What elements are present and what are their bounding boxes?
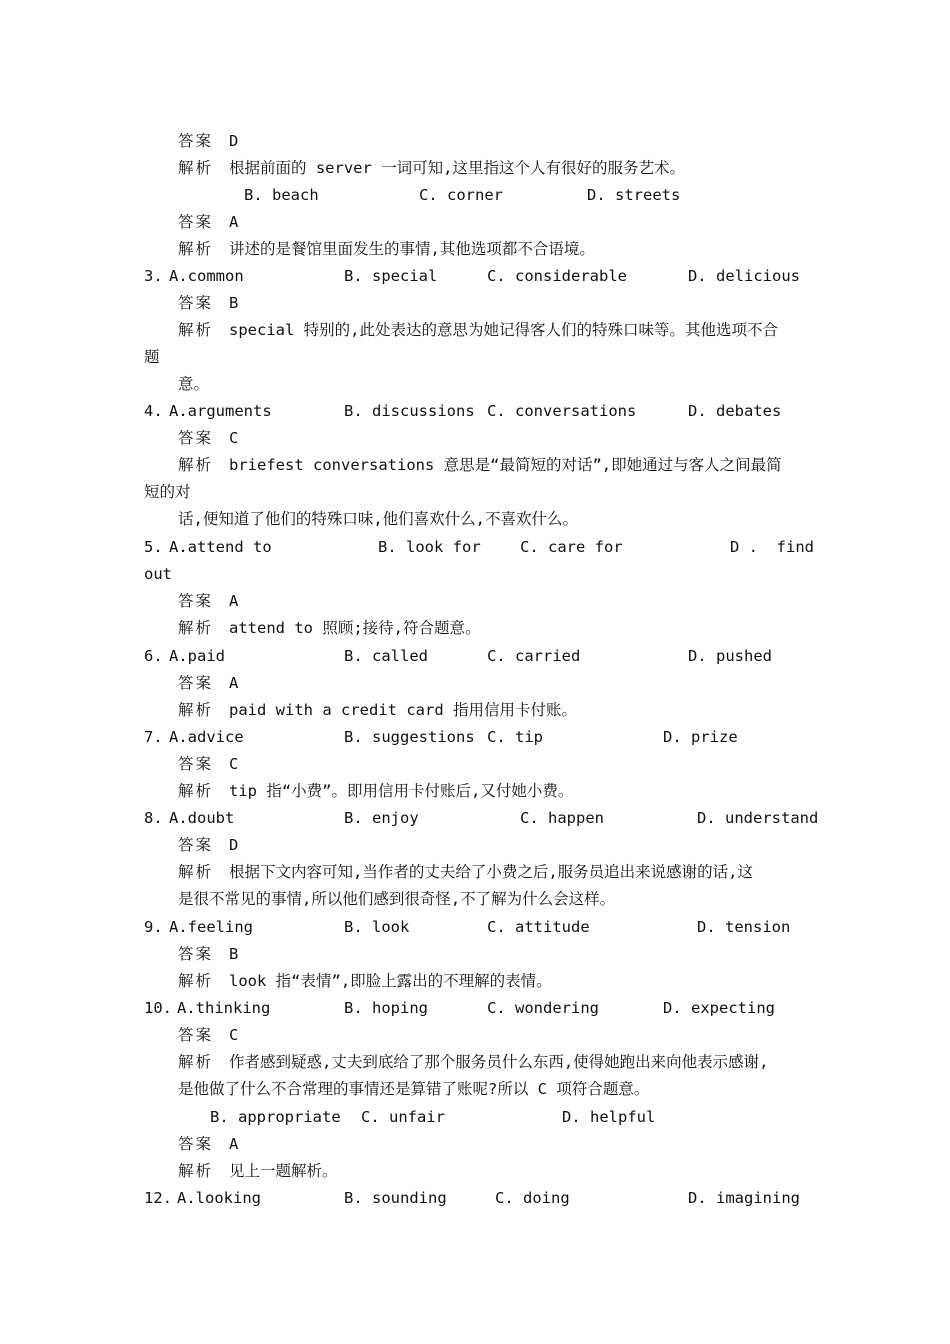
option-c: C. doing xyxy=(495,1189,570,1207)
analysis-line: 解析 tip 指“小费”。即用信用卡付账后,又付她小费。 xyxy=(178,782,574,800)
option-c: C. care for xyxy=(520,538,623,556)
option-d: D. tension xyxy=(697,918,791,936)
option-b: B. suggestions xyxy=(344,728,475,746)
option-d: D. expecting xyxy=(663,999,775,1017)
answer-value: B xyxy=(229,945,239,963)
analysis-line: 解析 作者感到疑惑,丈夫到底给了那个服务员什么东西,使得她跑出来向他表示感谢, xyxy=(178,1053,769,1071)
analysis-line: 解析 讲述的是餐馆里面发生的事情,其他选项都不合语境。 xyxy=(178,240,595,258)
answer-value: A xyxy=(229,592,239,610)
question-number: 3. xyxy=(144,267,163,285)
option-d: D. debates xyxy=(688,402,782,420)
option-a: A.thinking xyxy=(177,999,271,1017)
analysis-text: special 特别的,此处表达的意思为她记得客人们的特殊口味等。其他选项不合 xyxy=(229,321,779,339)
option-d-wrap: out xyxy=(144,565,172,583)
option-a: A.arguments xyxy=(169,402,272,420)
answer-value: C xyxy=(229,429,239,447)
option-b: B. discussions xyxy=(344,402,475,420)
analysis-continuation: 是他做了什么不合常理的事情还是算错了账呢?所以 C 项符合题意。 xyxy=(178,1080,650,1098)
answer-line: 答案 A xyxy=(178,592,239,610)
answer-value: A xyxy=(229,213,239,231)
answer-line: 答案 C xyxy=(178,755,239,773)
answer-line: 答案 C xyxy=(178,1026,239,1044)
option-c: C. unfair xyxy=(361,1108,445,1126)
option-c: C. attitude xyxy=(487,918,590,936)
analysis-text: tip 指“小费”。即用信用卡付账后,又付她小费。 xyxy=(229,782,574,800)
option-d: D . find xyxy=(730,538,814,556)
question-number: 12. xyxy=(144,1189,172,1207)
answer-value: D xyxy=(229,132,239,150)
answer-value: C xyxy=(229,755,239,773)
analysis-text: briefest conversations 意思是“最简短的对话”,即她通过与客人之间最简 xyxy=(229,456,782,474)
option-a: A.attend to xyxy=(169,538,272,556)
answer-line: 答案 B xyxy=(178,294,239,312)
option-c: C. wondering xyxy=(487,999,599,1017)
analysis-line: 解析 look 指“表情”,即脸上露出的不理解的表情。 xyxy=(178,972,552,990)
answer-value: C xyxy=(229,1026,239,1044)
option-b: B. appropriate xyxy=(210,1108,341,1126)
analysis-line: 解析 根据下文内容可知,当作者的丈夫给了小费之后,服务员追出来说感谢的话,这 xyxy=(178,863,754,881)
option-c: C. conversations xyxy=(487,402,637,420)
analysis-line: 解析 briefest conversations 意思是“最简短的对话”,即她通过与客人之间最简 xyxy=(178,456,782,474)
analysis-text: 根据前面的 server 一词可知,这里指这个人有很好的服务艺术。 xyxy=(229,159,686,177)
option-a: A.advice xyxy=(169,728,244,746)
analysis-text: attend to 照顾;接待,符合题意。 xyxy=(229,619,481,637)
option-d: D. understand xyxy=(697,809,819,827)
analysis-continuation: 意。 xyxy=(178,375,210,393)
option-c: C. carried xyxy=(487,647,581,665)
answer-line: 答案 A xyxy=(178,213,239,231)
option-b: B. look xyxy=(344,918,410,936)
question-number: 7. xyxy=(144,728,163,746)
question-number: 10. xyxy=(144,999,172,1017)
option-d: D. helpful xyxy=(562,1108,656,1126)
answer-line: 答案 C xyxy=(178,429,239,447)
analysis-continuation: 是很不常见的事情,所以他们感到很奇怪,不了解为什么会这样。 xyxy=(178,890,616,908)
analysis-text: 作者感到疑惑,丈夫到底给了那个服务员什么东西,使得她跑出来向他表示感谢, xyxy=(229,1053,769,1071)
question-number: 8. xyxy=(144,809,163,827)
answer-value: B xyxy=(229,294,239,312)
option-a: A.paid xyxy=(169,647,225,665)
option-d: D. prize xyxy=(663,728,738,746)
analysis-continuation: 话,便知道了他们的特殊口味,他们喜欢什么,不喜欢什么。 xyxy=(178,510,578,528)
option-b: B. sounding xyxy=(344,1189,447,1207)
analysis-text: 见上一题解析。 xyxy=(229,1162,338,1180)
option-b: B. look for xyxy=(378,538,481,556)
option-b: B. beach xyxy=(244,186,319,204)
answer-value: D xyxy=(229,836,239,854)
analysis-text: look 指“表情”,即脸上露出的不理解的表情。 xyxy=(229,972,552,990)
option-a: A.common xyxy=(169,267,244,285)
answer-line: 答案 A xyxy=(178,674,239,692)
option-c: C. considerable xyxy=(487,267,627,285)
option-d: D. imagining xyxy=(688,1189,800,1207)
analysis-wrap: 题 xyxy=(144,348,160,366)
option-c: C. happen xyxy=(520,809,604,827)
option-a: A.doubt xyxy=(169,809,235,827)
question-number: 4. xyxy=(144,402,163,420)
option-b: B. enjoy xyxy=(344,809,419,827)
option-d: D. delicious xyxy=(688,267,800,285)
analysis-line: 解析 见上一题解析。 xyxy=(178,1162,338,1180)
option-d: D. streets xyxy=(587,186,681,204)
option-c: C. corner xyxy=(419,186,503,204)
analysis-wrap: 短的对 xyxy=(144,483,191,501)
analysis-text: paid with a credit card 指用信用卡付账。 xyxy=(229,701,577,719)
question-number: 9. xyxy=(144,918,163,936)
answer-line: 答案 D xyxy=(178,132,239,150)
answer-value: A xyxy=(229,674,239,692)
answer-value: A xyxy=(229,1135,239,1153)
answer-line: 答案 A xyxy=(178,1135,239,1153)
option-b: B. called xyxy=(344,647,428,665)
analysis-line: 解析 attend to 照顾;接待,符合题意。 xyxy=(178,619,481,637)
answer-line: 答案 B xyxy=(178,945,239,963)
option-a: A.looking xyxy=(177,1189,261,1207)
analysis-text: 根据下文内容可知,当作者的丈夫给了小费之后,服务员追出来说感谢的话,这 xyxy=(229,863,754,881)
analysis-line: 解析 paid with a credit card 指用信用卡付账。 xyxy=(178,701,577,719)
question-number: 6. xyxy=(144,647,163,665)
option-d: D. pushed xyxy=(688,647,772,665)
analysis-line: 解析 根据前面的 server 一词可知,这里指这个人有很好的服务艺术。 xyxy=(178,159,686,177)
option-a: A.feeling xyxy=(169,918,253,936)
question-number: 5. xyxy=(144,538,163,556)
option-c: C. tip xyxy=(487,728,543,746)
option-b: B. hoping xyxy=(344,999,428,1017)
analysis-text: 讲述的是餐馆里面发生的事情,其他选项都不合语境。 xyxy=(229,240,595,258)
answer-line: 答案 D xyxy=(178,836,239,854)
option-b: B. special xyxy=(344,267,438,285)
analysis-line: 解析 special 特别的,此处表达的意思为她记得客人们的特殊口味等。其他选项不合 xyxy=(178,321,779,339)
